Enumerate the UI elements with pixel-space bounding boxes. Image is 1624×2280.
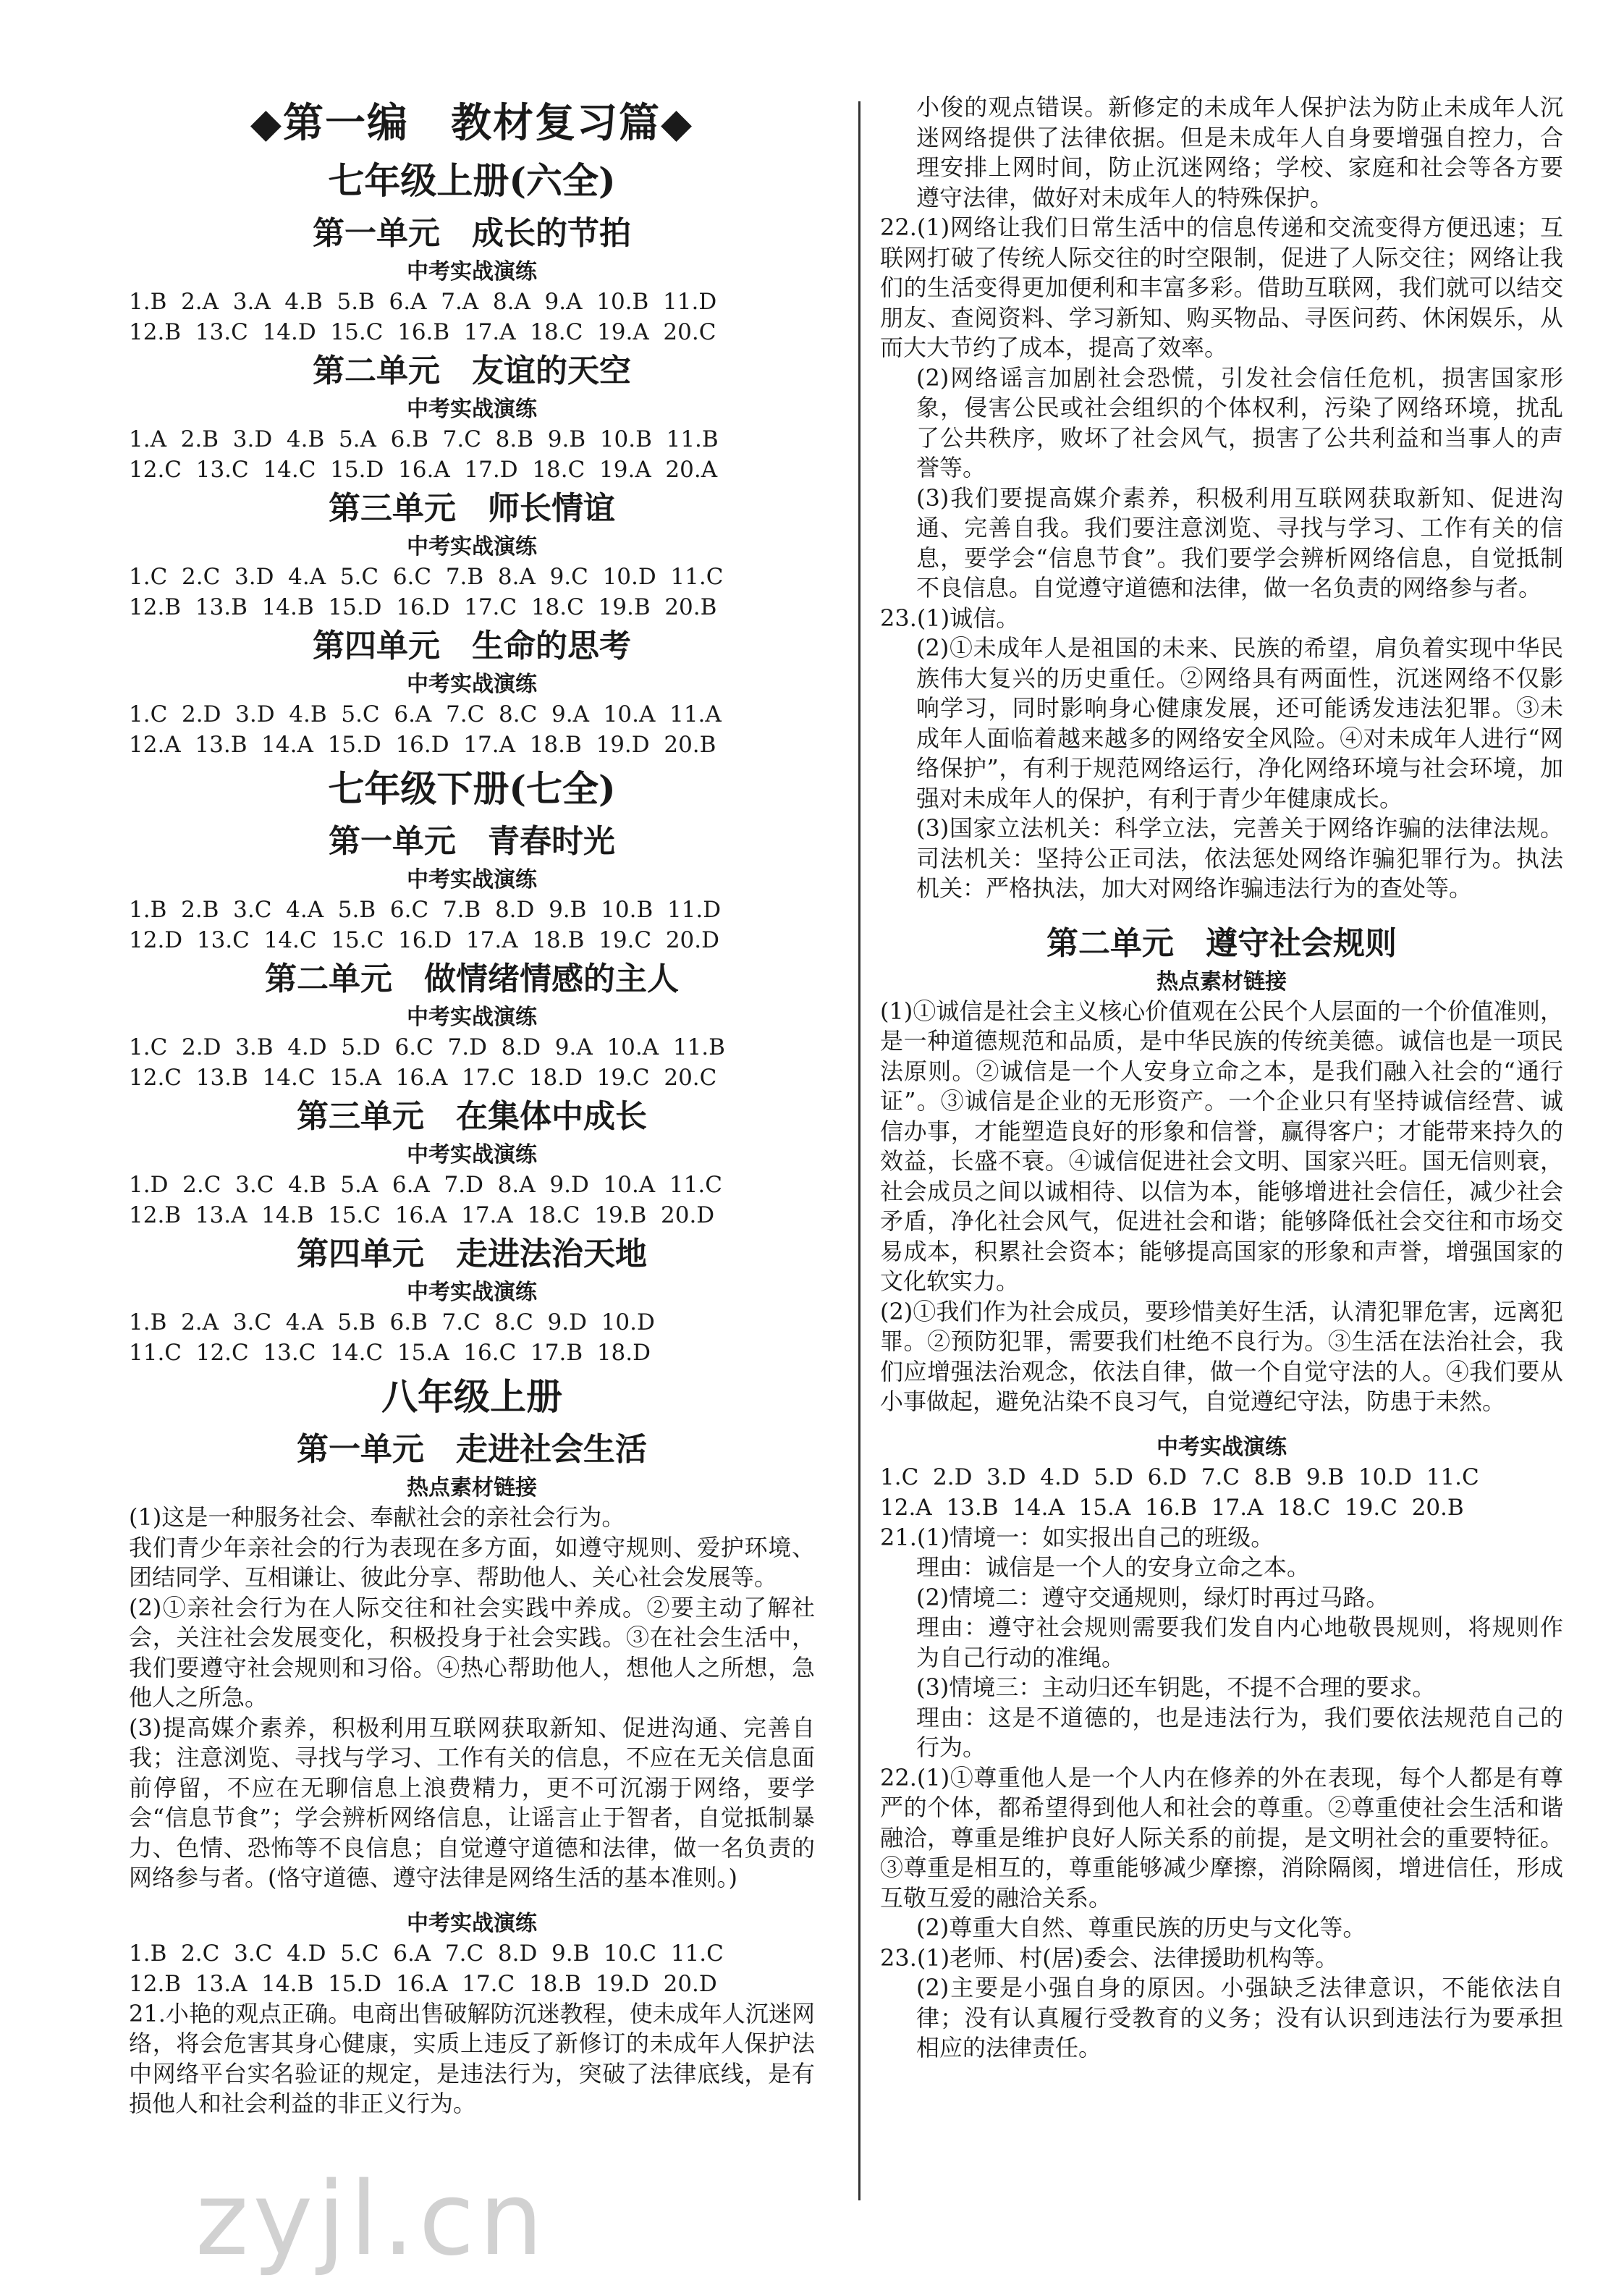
question-22-answer: 22.(1)①尊重他人是一个人内在修养的外在表现，每个人都是有尊严的个体，都希望得到他人和社会的尊重。②尊重使社会生活和谐融洽，尊重是维护良好人际关系的前提，是文明社会的重要特征。③尊重是相互的，尊重能够减少摩擦，消除隔阂，增进信任，形成互敬互爱的融洽关系。	[880, 1763, 1563, 1912]
answer-line: 12.D 13.C 14.C 15.C 16.D 17.A 18.B 19.C 20.D	[129, 927, 719, 953]
paragraph: (3)情境三：主动归还车钥匙，不提不合理的要求。	[916, 1673, 1436, 1701]
question-23-answer: 23.(1)老师、村(居)委会、法律援助机构等。	[880, 1943, 1339, 1972]
answer-key	[129, 1032, 815, 1093]
unit-title: 第一单元 成长的节拍	[313, 215, 631, 252]
grade-7b-units	[129, 818, 815, 1368]
grade-heading-8a: 八年级上册	[381, 1375, 562, 1418]
question-21-answer: 21.(1)情境一：如实报出自己的班级。	[880, 1523, 1274, 1551]
paragraph: (2)①我们作为社会成员，要珍惜美好生活，认清犯罪危害，远离犯罪。②预防犯罪，需要我们杜绝不良行为。③生活在法治社会，我们应增强法治观念，依法自律，做一个自觉守法的人。④我们要从小事做起，避免沾染不良习气，自觉遵纪守法，防患于未然。	[880, 1297, 1563, 1415]
unit-title: 第一单元 青春时光	[329, 823, 615, 860]
unit-title: 第二单元 遵守社会规则	[1046, 924, 1397, 962]
unit-title: 第三单元 师长情谊	[329, 490, 615, 527]
grade-7a-units	[129, 210, 815, 760]
answer-line: 1.B 2.A 3.A 4.B 5.B 6.A 7.A 8.A 9.A 10.B 11.D	[129, 289, 717, 315]
section-subtitle: 中考实战演练	[1156, 1434, 1287, 1460]
section-subtitle: 热点素材链接	[407, 1475, 537, 1500]
answer-key	[880, 1462, 1563, 1523]
answer-line: 12.A 13.B 14.A 15.D 16.D 17.A 18.B 19.D 20.B	[129, 732, 716, 758]
paragraph: (3)国家立法机关：科学立法，完善关于网络诈骗的法律法规。司法机关：坚持公正司法，依法惩处网络诈骗犯罪行为。执法机关：严格执法，加大对网络诈骗违法行为的查处等。	[916, 814, 1563, 902]
section-subtitle: 中考实战演练	[407, 1280, 537, 1305]
grade-heading-7a: 七年级上册(六全)	[328, 159, 616, 202]
answer-key	[129, 1307, 815, 1368]
paragraph: 我们青少年亲社会的行为表现在多方面，如遵守规则、爱护环境、团结同学、互相谦让、彼此分享、帮助他人、关心社会发展等。	[129, 1533, 815, 1591]
section-subtitle: 中考实战演练	[407, 259, 537, 284]
paragraph: (1)①诚信是社会主义核心价值观在公民个人层面的一个价值准则，是一种道德规范和品质，是中华民族的传统美德。诚信也是一项民法原则。②诚信是一个人安身立命之本，是我们融入社会的“通行证”。③诚信是企业的无形资产。一个企业只有坚持诚信经营、诚信办事，才能塑造良好的形象和信誉，赢得客户；才能带来持久的效益，长盛不衰。④诚信促进社会文明、国家兴旺。国无信则衰，社会成员之间以诚相待、以信为本，能够增进社会信任，减少社会矛盾，净化社会风气，促进社会和谐；能够降低社会交往和市场交易成本，积累社会资本；能够提高国家的形象和声誉，增强国家的文化软实力。	[880, 997, 1563, 1295]
answer-key	[129, 424, 815, 485]
question-21-answer: 21.小艳的观点正确。电商出售破解防沉迷教程，使未成年人沉迷网络，将会危害其身心健康，实质上违反了新修订的未成年人保护法中网络平台实名验证的规定，是违法行为，突破了法律底线，是有损他人和社会利益的非正义行为。	[129, 1999, 815, 2117]
answer-line: 12.B 13.C 14.D 15.C 16.B 17.A 18.C 19.A 20.C	[129, 319, 716, 345]
answer-line: 1.C 2.D 3.D 4.B 5.C 6.A 7.C 8.C 9.A 10.A 11.A	[129, 701, 722, 727]
section-subtitle: 中考实战演练	[407, 867, 537, 892]
answer-line: 1.C 2.D 3.B 4.D 5.D 6.C 7.D 8.D 9.A 10.A 11.B	[129, 1034, 725, 1060]
answer-line: 12.C 13.C 14.C 15.D 16.A 17.D 18.C 19.A 20.A	[129, 457, 718, 483]
column-divider	[858, 101, 860, 2200]
answer-line: 12.B 13.A 14.B 15.C 16.A 17.A 18.C 19.B 20.D	[129, 1202, 715, 1228]
answer-line: 1.D 2.C 3.C 4.B 5.A 6.A 7.D 8.A 9.D 10.A 11.C	[129, 1172, 722, 1198]
answer-line: 12.C 13.B 14.C 15.A 16.A 17.C 18.D 19.C 20.C	[129, 1065, 717, 1091]
paragraph: (2)网络谣言加剧社会恐慌，引发社会信任危机，损害国家形象，侵害公民或社会组织的个体权利，污染了网络环境，扰乱了公共秩序，败坏了社会风气，损害了公共利益和当事人的声誉等。	[916, 363, 1563, 481]
section-subtitle: 中考实战演练	[407, 534, 537, 560]
section-subtitle: 中考实战演练	[407, 1910, 537, 1936]
paragraph: (3)提高媒介素养，积极利用互联网获取新知、促进沟通、完善自我；注意浏览、寻找与学习、工作有关的信息，不应在无关信息面前停留，不应在无聊信息上浪费精力，更不可沉溺于网络，要学会“信息节食”；学会辨析网络信息，让谣言止于智者，自觉抵制暴力、色情、恐怖等不良信息；自觉遵守道德和法律，做一名负责的网络参与者。(恪守道德、遵守法律是网络生活的基本准则。)	[129, 1713, 815, 1891]
paragraph: 理由：诚信是一个人的安身立命之本。	[916, 1553, 1311, 1581]
unit-title: 第四单元 生命的思考	[313, 628, 631, 664]
paragraph: (2)①未成年人是祖国的未来、民族的希望，肩负着实现中华民族伟大复兴的历史重任。②网络具有两面性，沉迷网络不仅影响学习，同时影响身心健康发展，还可能诱发违法犯罪。③未成年人面临着越来越多的网络安全风险。④对未成年人进行“网络保护”，有利于规范网络运行，净化网络环境与社会环境，加强对未成年人的保护，有利于青少年健康成长。	[916, 634, 1563, 812]
paragraph: (3)我们要提高媒介素养，积极利用互联网获取新知、促进沟通、完善自我。我们要注意浏览、寻找与学习、工作有关的信息，要学会“信息节食”。我们要学会辨析网络信息，自觉抵制不良信息。自觉遵守道德和法律，做一名负责的网络参与者。	[916, 484, 1563, 601]
unit-title: 第一单元 走进社会生活	[297, 1431, 647, 1468]
answer-key	[129, 699, 815, 760]
paragraph: (2)情境二：遵守交通规则，绿灯时再过马路。	[916, 1583, 1390, 1611]
paragraph: (2)主要是小强自身的原因。小强缺乏法律意识，不能依法自律；没有认真履行受教育的义务；没有认识到违法行为要承担相应的法律责任。	[916, 1974, 1563, 2061]
grade-heading-7b: 七年级下册(七全)	[328, 767, 616, 810]
unit-title: 第三单元 在集体中成长	[297, 1098, 647, 1135]
answer-line: 1.C 2.C 3.D 4.A 5.C 6.C 7.B 8.A 9.C 10.D 11.C	[129, 564, 724, 590]
answer-line: 1.B 2.B 3.C 4.A 5.B 6.C 7.B 8.D 9.B 10.B 11.D	[129, 897, 722, 923]
answer-line: 1.C 2.D 3.D 4.D 5.D 6.D 7.C 8.B 9.B 10.D 11.C	[880, 1464, 1479, 1490]
answer-line: 12.B 13.B 14.B 15.D 16.D 17.C 18.C 19.B 20.B	[129, 594, 717, 620]
right-column	[880, 93, 1563, 2064]
section-subtitle: 热点素材链接	[1156, 968, 1287, 995]
answer-key	[129, 1938, 815, 1999]
question-22-answer: 22.(1)网络让我们日常生活中的信息传递和交流变得方便迅速；互联网打破了传统人际交往的时空限制，促进了人际交往；网络让我们的生活变得更加便利和丰富多彩。借助互联网，我们就可以结交朋友、查阅资料、学习新知、购买物品、寻医问药、休闲娱乐，从而大大节约了成本，提高了效率。	[880, 214, 1563, 361]
unit-title: 第二单元 做情绪情感的主人	[265, 960, 679, 997]
answer-line: 1.A 2.B 3.D 4.B 5.A 6.B 7.C 8.B 9.B 10.B 11.B	[129, 426, 719, 452]
answer-line: 11.C 12.C 13.C 14.C 15.A 16.C 17.B 18.D	[129, 1340, 651, 1366]
answer-key	[129, 895, 815, 955]
paragraph: (1)这是一种服务社会、奉献社会的亲社会行为。	[129, 1503, 625, 1531]
section-subtitle: 中考实战演练	[407, 1005, 537, 1030]
unit-title: 第四单元 走进法治天地	[297, 1236, 647, 1272]
answer-key	[129, 562, 815, 622]
section-subtitle: 中考实战演练	[407, 397, 537, 422]
watermark: zyjl.cn	[195, 2161, 548, 2279]
answer-key	[129, 287, 815, 347]
page-title: ◆第一编 教材复习篇◆	[250, 99, 694, 147]
answer-line: 12.B 13.A 14.B 15.D 16.A 17.C 18.B 19.D 20.D	[129, 1970, 717, 1997]
paragraph: (2)①亲社会行为在人际交往和社会实践中养成。②要主动了解社会，关注社会发展变化，积极投身于社会实践。③在社会生活中，我们要遵守社会规则和习俗。④热心帮助他人，想他人之所想，急他人之所急。	[129, 1593, 815, 1711]
paragraph: (2)尊重大自然、尊重民族的历史与文化等。	[916, 1914, 1366, 1941]
paragraph: 小俊的观点错误。新修定的未成年人保护法为防止未成年人沉迷网络提供了法律依据。但是未成年人自身要增强自控力，合理安排上网时间，防止沉迷网络；学校、家庭和社会等各方要遵守法律，做好对未成年人的特殊保护。	[916, 93, 1563, 211]
answer-line: 12.A 13.B 14.A 15.A 16.B 17.A 18.C 19.C 20.B	[880, 1494, 1464, 1521]
answer-line: 1.B 2.A 3.C 4.A 5.B 6.B 7.C 8.C 9.D 10.D	[129, 1309, 655, 1335]
answer-line: 1.B 2.C 3.C 4.D 5.C 6.A 7.C 8.D 9.B 10.C 11.C	[129, 1940, 724, 1967]
question-23-answer: 23.(1)诚信。	[880, 604, 1020, 632]
paragraph: 理由：遵守社会规则需要我们发自内心地敬畏规则，将规则作为自己行动的准绳。	[916, 1613, 1563, 1671]
left-column	[129, 94, 815, 2119]
section-subtitle: 中考实战演练	[407, 1142, 537, 1168]
section-subtitle: 中考实战演练	[407, 672, 537, 697]
paragraph: 理由：这是不道德的，也是违法行为，我们要依法规范自己的行为。	[916, 1703, 1563, 1761]
answer-key	[129, 1170, 815, 1230]
unit-title: 第二单元 友谊的天空	[313, 352, 631, 389]
